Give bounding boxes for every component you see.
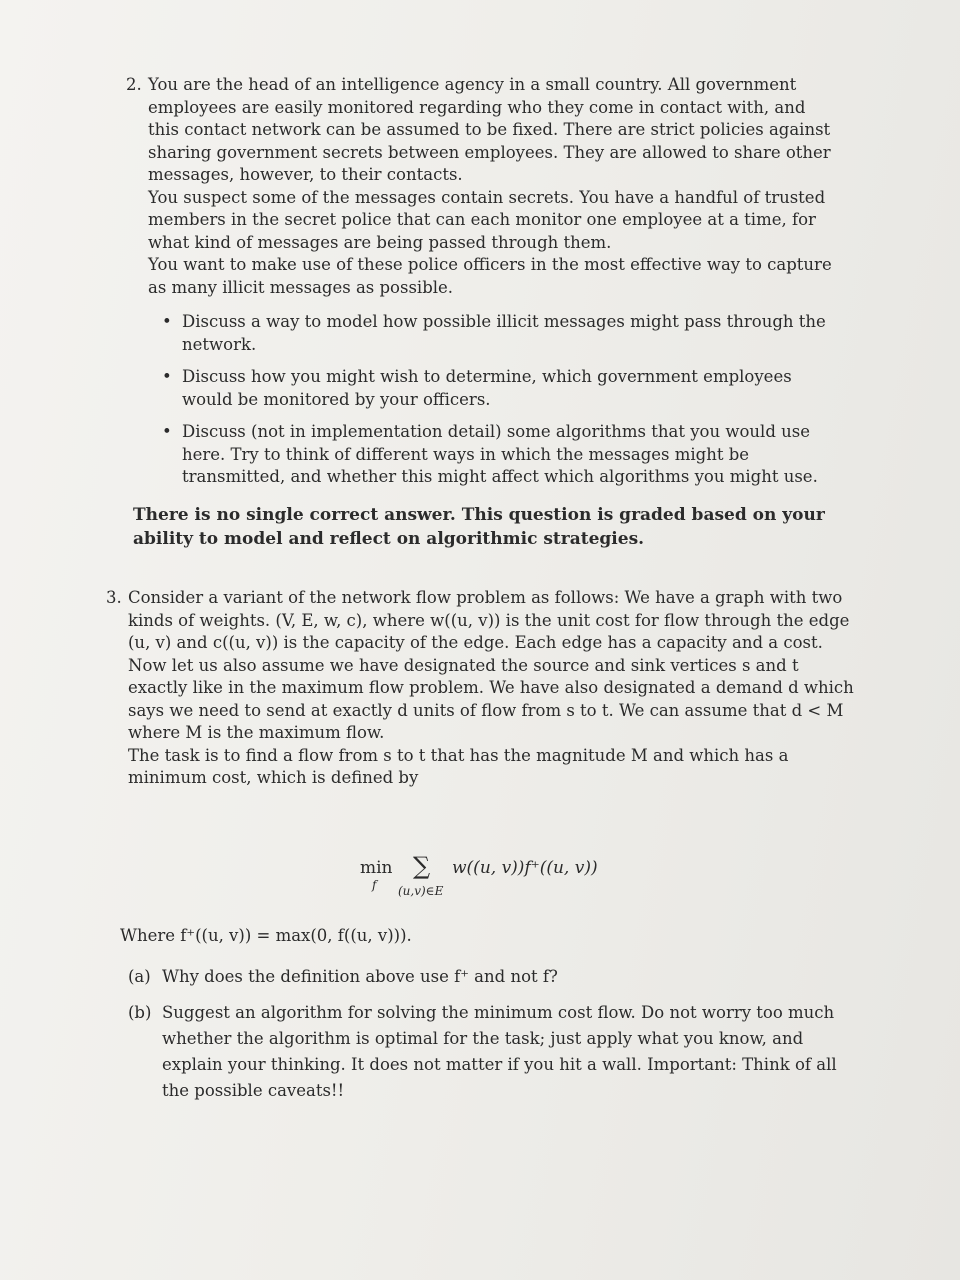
formula-sum-symbol: ∑ [413,852,431,880]
question-3-parts [128,964,868,1114]
cost-formula [360,852,660,902]
question-3 [106,587,858,790]
bullet-item: • Discuss how you might wish to determine, which government employees would be monitored by your officers. [182,366,838,411]
question-3-paragraph: Consider a variant of the network flow problem as follows: We have a graph with two kinds of weights. (V, E, w, c), where w((u, v)) is the unit cost for flow through the edge (u, v) and c((u, v)) is the capacity of the edge. Each edge has a capacity and a cost. [128,588,850,652]
formula-expression: w((u, v))f⁺((u, v)) [452,858,598,878]
question-3-number: 3. [106,588,122,607]
question-2-paragraph: You are the head of an intelligence agency in a small country. All government employees are easily monitored regarding who they come in contact with, and this contact network can be assumed to be fixed. There are strict policies against sharing government secrets between employees. They are allowed to share other messages, however, to their contacts. [148,75,831,184]
question-2 [126,74,838,499]
formula-sum-set: (u,v)∈E [398,884,444,898]
question-2-number: 2. [126,75,142,94]
formula-min: min [360,858,393,878]
question-3-part-b [128,1000,868,1104]
formula-min-subscript: f [372,878,377,892]
bullet-item: • Discuss (not in implementation detail) some algorithms that you would use here. Try to think of different ways in which the messages might be transmitted, and whether this might affect which algorithms you might use. [182,421,838,489]
part-text: Why does the definition above use f⁺ and not f? [162,967,558,986]
bullet-item: • Discuss a way to model how possible illicit messages might pass through the network. [182,311,838,356]
question-3-paragraph: Now let us also assume we have designated the source and sink vertices s and t exactly like in the maximum flow problem. We have also designated a demand d which says we need to send at exactly d units of flow from s to t. We can assume that d < M where M is the maximum flow. [128,655,854,742]
where-definition: Where f⁺((u, v)) = max(0, f((u, v))). [120,926,412,945]
grading-note: There is no single correct answer. This question is graded based on your ability to model and reflect on algorithmic strategies. [133,505,825,549]
part-label: (a) [128,967,151,986]
question-2-bullet-list [148,311,838,489]
question-2-paragraph: You want to make use of these police officers in the most effective way to capture as many illicit messages as possible. [148,255,832,297]
question-3-paragraph: The task is to find a flow from s to t that has the magnitude M and which has a minimum cost, which is defined by [128,745,789,787]
part-text: Suggest an algorithm for solving the minimum cost flow. Do not worry too much whether the algorithm is optimal for the task; just apply what you know, and explain your thinking. It does not matter if you hit a wall. Important: Think of all the possible caveats!! [162,1003,837,1100]
question-2-paragraph: You suspect some of the messages contain secrets. You have a handful of trusted members in the secret police that can each monitor one employee at a time, for what kind of messages are being passed through them. [148,187,826,252]
question-3-part-a [128,964,868,990]
part-label: (b) [128,1003,152,1022]
